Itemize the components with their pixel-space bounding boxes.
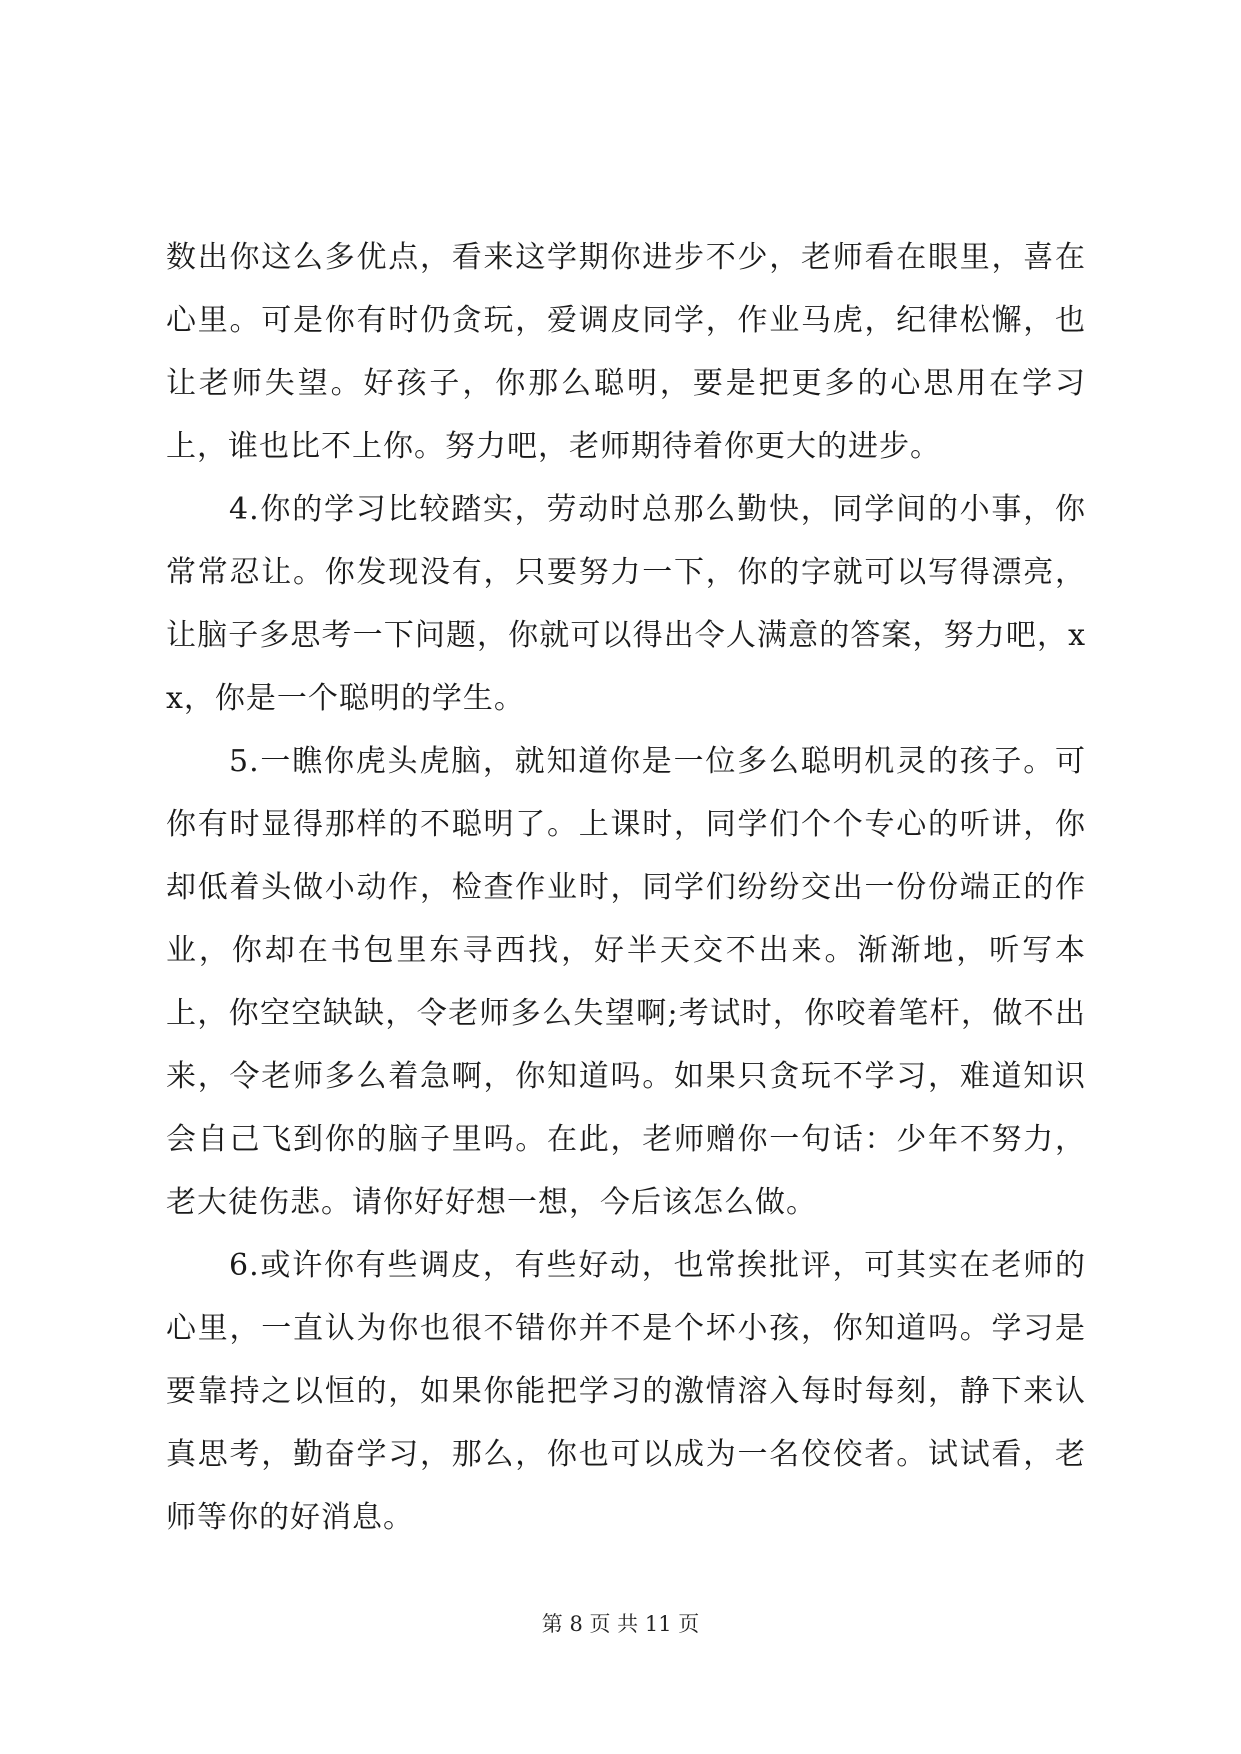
document-body <box>166 226 1086 1549</box>
paragraph-item-4: 4.你的学习比较踏实，劳动时总那么勤快，同学间的小事，你常常忍让。你发现没有，只要努力一下，你的字就可以写得漂亮，让脑子多思考一下问题，你就可以得出令人满意的答案，努力吧，xx，你是一个聪明的学生。 <box>166 492 1086 716</box>
paragraph-continuation: 数出你这么多优点，看来这学期你进步不少，老师看在眼里，喜在心里。可是你有时仍贪玩，爱调皮同学，作业马虎，纪律松懈，也让老师失望。好孩子，你那么聪明，要是把更多的心思用在学习上，谁也比不上你。努力吧，老师期待着你更大的进步。 <box>166 240 1086 464</box>
paragraph-item-5: 5.一瞧你虎头虎脑，就知道你是一位多么聪明机灵的孩子。可你有时显得那样的不聪明了。上课时，同学们个个专心的听讲，你却低着头做小动作，检查作业时，同学们纷纷交出一份份端正的作业，你却在书包里东寻西找，好半天交不出来。渐渐地，听写本上，你空空缺缺，令老师多么失望啊;考试时，你咬着笔杆，做不出来，令老师多么着急啊，你知道吗。如果只贪玩不学习，难道知识会自己飞到你的脑子里吗。在此，老师赠你一句话：少年不努力，老大徒伤悲。请你好好想一想，今后该怎么做。 <box>166 744 1086 1220</box>
page-number-footer: 第 8 页 共 11 页 <box>541 1612 700 1636</box>
paragraph-item-6: 6.或许你有些调皮，有些好动，也常挨批评，可其实在老师的心里，一直认为你也很不错你并不是个坏小孩，你知道吗。学习是要靠持之以恒的，如果你能把学习的激情溶入每时每刻，静下来认真思考，勤奋学习，那么，你也可以成为一名佼佼者。试试看，老师等你的好消息。 <box>166 1248 1086 1535</box>
